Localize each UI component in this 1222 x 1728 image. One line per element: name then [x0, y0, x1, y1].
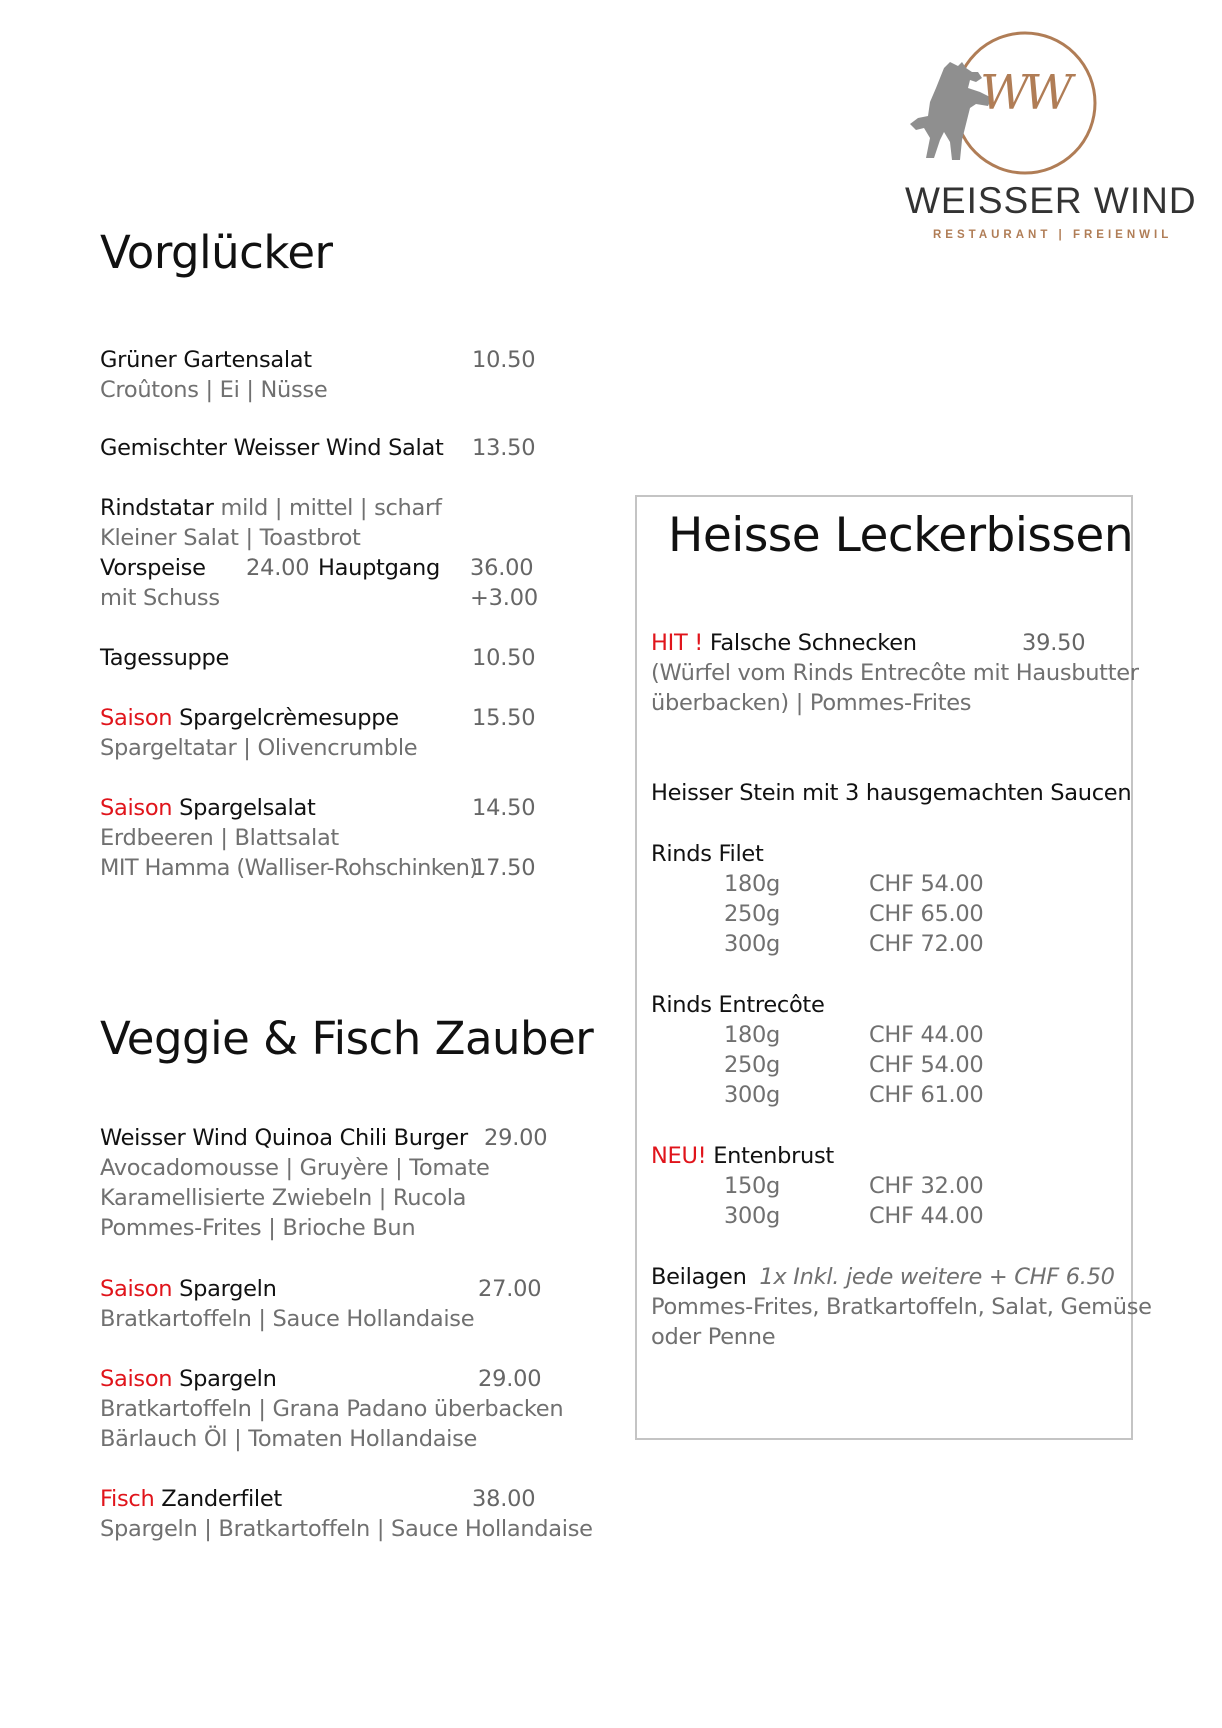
sides-title: Beilagen	[651, 1264, 747, 1290]
weight: 300g	[724, 931, 781, 957]
item-desc: Bratkartoffeln | Grana Padano überbacken	[100, 1396, 564, 1422]
logo-tagline: RESTAURANT | FREIENWIL	[933, 229, 1173, 241]
season-tag: Saison	[100, 705, 173, 731]
weight: 150g	[724, 1173, 781, 1199]
item-name: Spargelcrèmesuppe	[179, 705, 399, 731]
item-desc: überbacken) | Pommes-Frites	[651, 690, 972, 716]
logo-brand: WEISSER WIND	[905, 180, 1197, 221]
weight-price: CHF 72.00	[869, 931, 984, 957]
item-price: 14.50	[472, 795, 536, 821]
item-desc: Pommes-Frites | Brioche Bun	[100, 1215, 416, 1241]
item-price: 39.50	[1022, 630, 1086, 656]
item-price: 29.00	[484, 1125, 548, 1151]
item-price: 27.00	[478, 1276, 542, 1302]
item-desc: Spargeln | Bratkartoffeln | Sauce Hollandaise	[100, 1516, 593, 1542]
heading-heisse: Heisse Leckerbissen	[668, 508, 1134, 563]
hit-tag: HIT !	[651, 630, 703, 656]
sides-line	[651, 1264, 1115, 1290]
weight-price: CHF 54.00	[869, 1052, 984, 1078]
weight: 300g	[724, 1082, 781, 1108]
weight-price: CHF 44.00	[869, 1203, 984, 1229]
item-name-line	[651, 1143, 834, 1169]
fish-tag: Fisch	[100, 1486, 155, 1512]
hauptgang-label: Hauptgang	[318, 555, 440, 581]
item-name-line	[651, 630, 917, 656]
item-desc: Bärlauch Öl | Tomaten Hollandaise	[100, 1426, 478, 1452]
item-name-line	[100, 1276, 277, 1302]
stone-title: Heisser Stein mit 3 hausgemachten Saucen	[651, 780, 1132, 806]
item-price: 13.50	[472, 435, 536, 461]
item-name: Rindstatar	[100, 495, 214, 521]
weight: 250g	[724, 1052, 781, 1078]
item-name: Spargeln	[179, 1276, 277, 1302]
item-name-line	[100, 705, 399, 731]
weight-price: CHF 65.00	[869, 901, 984, 927]
item-desc: Karamellisierte Zwiebeln | Rucola	[100, 1185, 467, 1211]
weight-price: CHF 32.00	[869, 1173, 984, 1199]
item-name-suffix: mild | mittel | scharf	[220, 495, 442, 521]
item-desc: Croûtons | Ei | Nüsse	[100, 377, 328, 403]
item-price: 17.50	[472, 855, 536, 881]
item-name: Spargeln	[179, 1366, 277, 1392]
weight-price: CHF 54.00	[869, 871, 984, 897]
item-price: 10.50	[472, 347, 536, 373]
sides-list: Pommes-Frites, Bratkartoffeln, Salat, Gemüse	[651, 1294, 1152, 1320]
item-desc: (Würfel vom Rinds Entrecôte mit Hausbutter	[651, 660, 1139, 686]
item-name-line	[100, 1366, 277, 1392]
item-name: Falsche Schnecken	[709, 630, 917, 656]
item-price: 38.00	[472, 1486, 536, 1512]
weight: 300g	[724, 1203, 781, 1229]
sides-list: oder Penne	[651, 1324, 776, 1350]
season-tag: Saison	[100, 1276, 173, 1302]
item-name-line	[100, 1486, 282, 1512]
weight-price: CHF 44.00	[869, 1022, 984, 1048]
weight: 250g	[724, 901, 781, 927]
item-price: 15.50	[472, 705, 536, 731]
item-name-line	[100, 495, 442, 521]
weight-price: CHF 61.00	[869, 1082, 984, 1108]
season-tag: Saison	[100, 1366, 173, 1392]
meat-name: Rinds Entrecôte	[651, 992, 825, 1018]
item-name: Weisser Wind Quinoa Chili Burger	[100, 1125, 468, 1151]
extra-label: mit Schuss	[100, 585, 220, 611]
meat-name: Entenbrust	[713, 1143, 834, 1169]
hauptgang-price: 36.00	[470, 555, 534, 581]
item-name: Spargelsalat	[179, 795, 316, 821]
new-tag: NEU!	[651, 1143, 707, 1169]
item-desc: Spargeltatar | Olivencrumble	[100, 735, 418, 761]
item-desc: Avocadomousse | Gruyère | Tomate	[100, 1155, 490, 1181]
item-name: Tagessuppe	[100, 645, 230, 671]
item-name-line	[100, 795, 316, 821]
vorspeise-price: 24.00	[246, 555, 310, 581]
item-price: 10.50	[472, 645, 536, 671]
weight: 180g	[724, 871, 781, 897]
item-desc: MIT Hamma (Walliser-Rohschinken)	[100, 855, 478, 881]
item-desc: Bratkartoffeln | Sauce Hollandaise	[100, 1306, 475, 1332]
item-name: Gemischter Weisser Wind Salat	[100, 435, 444, 461]
meat-name: Rinds Filet	[651, 841, 764, 867]
extra-price: +3.00	[470, 585, 538, 611]
item-name: Zanderfilet	[161, 1486, 282, 1512]
heading-veggie: Veggie & Fisch Zauber	[100, 1012, 594, 1065]
item-name: Grüner Gartensalat	[100, 347, 312, 373]
heading-vorglucker: Vorglücker	[100, 226, 333, 279]
logo-monogram: WW	[980, 65, 1067, 121]
sides-note: 1x Inkl. jede weitere + CHF 6.50	[759, 1264, 1115, 1290]
item-price: 29.00	[478, 1366, 542, 1392]
vorspeise-label: Vorspeise	[100, 555, 206, 581]
item-desc: Kleiner Salat | Toastbrot	[100, 525, 361, 551]
item-desc: Erdbeeren | Blattsalat	[100, 825, 339, 851]
season-tag: Saison	[100, 795, 173, 821]
weight: 180g	[724, 1022, 781, 1048]
